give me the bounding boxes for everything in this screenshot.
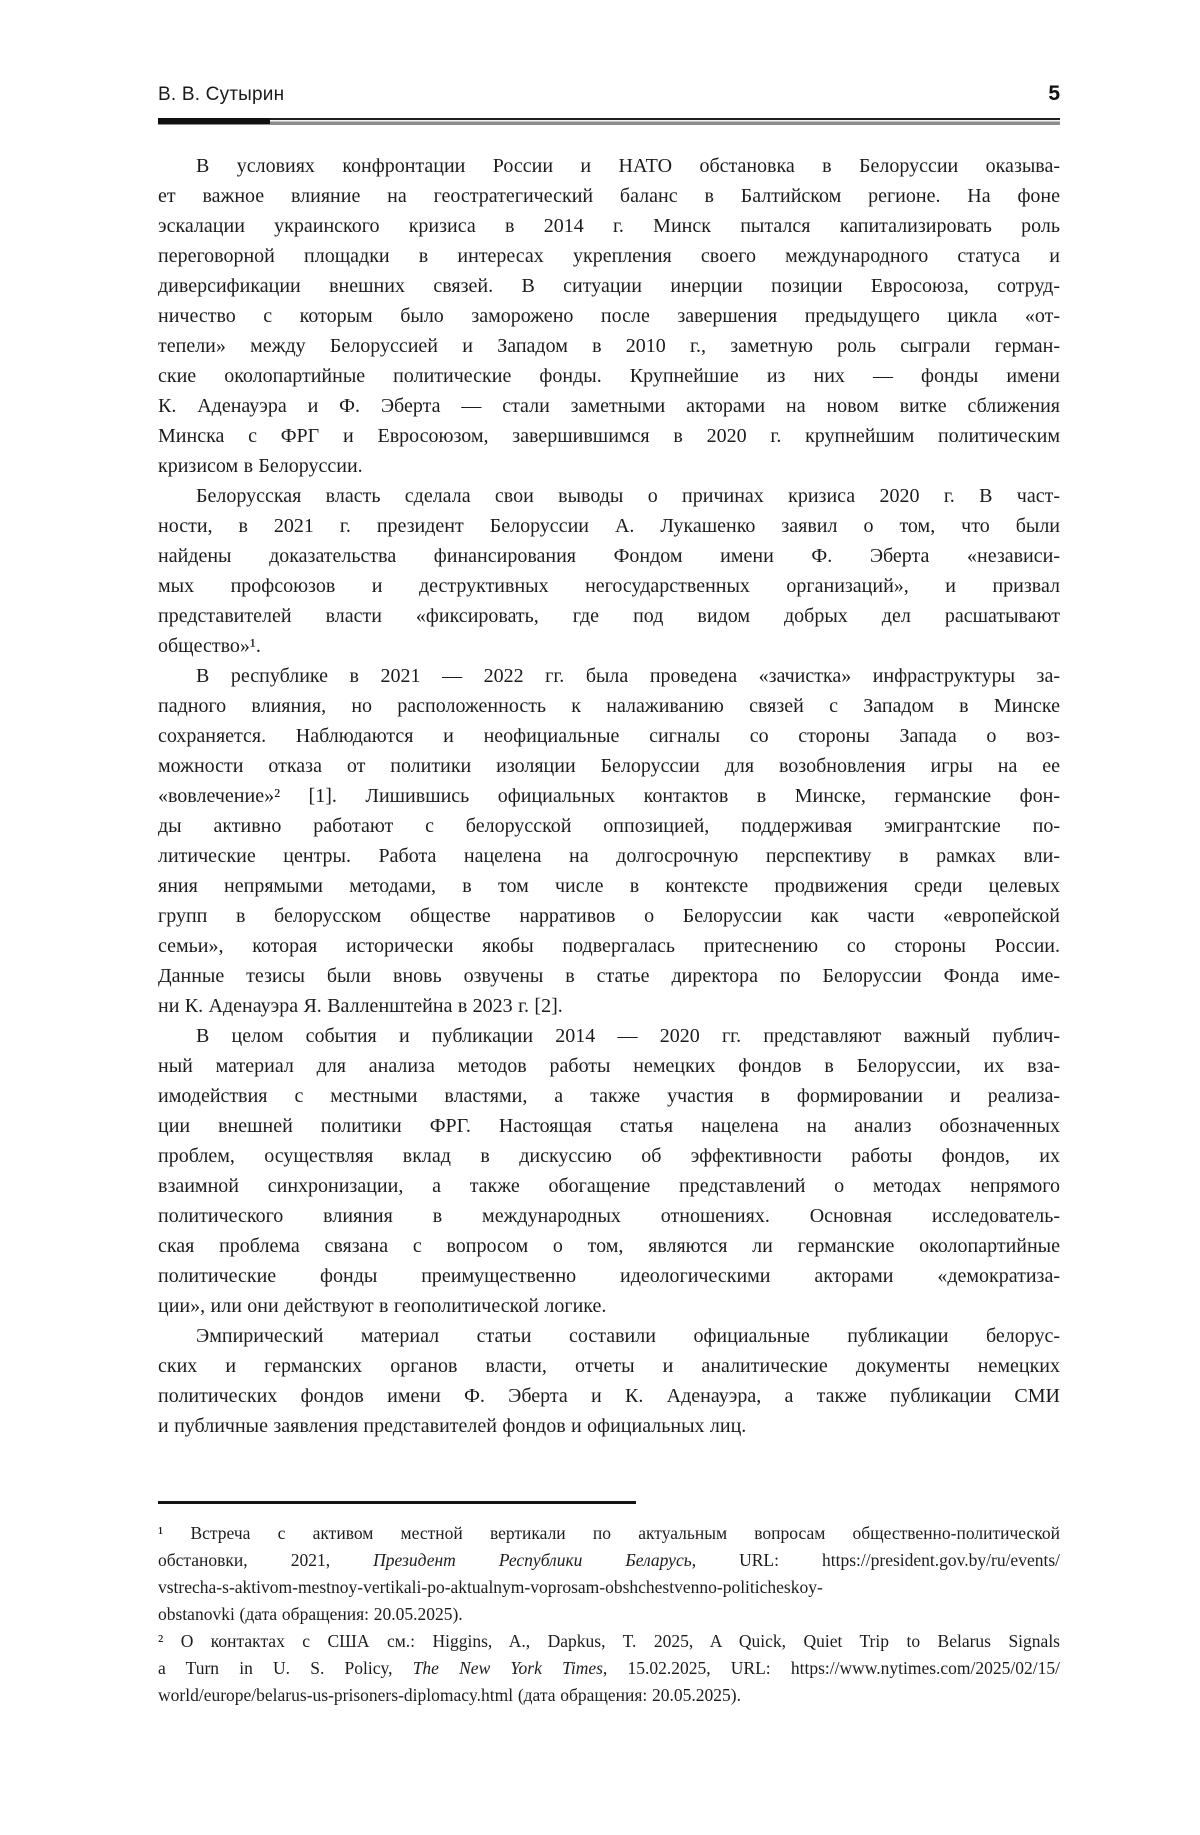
body-line: Белорусская власть сделала свои выводы о причинах кризиса 2020 г. В част- [196,485,1060,507]
body-line: найдены доказательства финансирования Фондом имени Ф. Эберта «независи- [158,545,1060,567]
footnote-text: , URL: https://president.gov.by/ru/events/ [691,1550,1060,1570]
body-line: литические центры. Работа нацелена на долгосрочную перспективу в рамках вли- [158,845,1060,867]
footnote-line [158,1682,1060,1709]
footnote-text: world/europe/belarus-us-prisoners-diplomacy.html (дата обращения: 20.05.2025). [158,1685,741,1705]
body-line: яния непрямыми методами, в том числе в контексте продвижения среди целевых [158,875,1060,897]
body-line: В условиях конфронтации России и НАТО обстановка в Белоруссии оказыва- [196,155,1060,177]
body-line: ды активно работают с белорусской оппозицией, поддерживая эмигрантские по- [158,815,1060,837]
body-line: ская проблема связана с вопросом о том, являются ли германские околопартийные [158,1235,1060,1257]
footnote-line [158,1547,1060,1574]
body-line: диверсификации внешних связей. В ситуации инерции позиции Евросоюза, сотруд- [158,275,1060,297]
body-line: взаимной синхронизации, а также обогащение представлений о методах непрямого [158,1175,1060,1197]
body-line: ские околопартийные политические фонды. Крупнейшие из них — фонды имени [158,365,1060,387]
body-line: эскалации украинского кризиса в 2014 г. Минск пытался капитализировать роль [158,215,1060,237]
body-line: ный материал для анализа методов работы немецких фондов в Белоруссии, их вза- [158,1055,1060,1077]
body-line: Минска с ФРГ и Евросоюзом, завершившимся в 2020 г. крупнейшим политическим [158,425,1060,447]
footnote-text: ² О контактах с США см.: Higgins, A., Dapkus, T. 2025, A Quick, Quiet Trip to Belarus Signals [158,1631,1060,1651]
body-line: переговорной площадки в интересах укрепления своего международного статуса и [158,245,1060,267]
footnote-text: , 15.02.2025, URL: https://www.nytimes.com/2025/02/15/ [602,1658,1060,1678]
footnote-text: обстановки, 2021, [158,1550,374,1570]
body-line: мых профсоюзов и деструктивных негосударственных организаций», и призвал [158,575,1060,597]
body-line: Данные тезисы были вновь озвучены в статье директора по Белоруссии Фонда име- [158,965,1060,987]
body-line: проблем, осуществляя вклад в дискуссию об эффективности работы фондов, их [158,1145,1060,1167]
header-rule [158,118,1060,125]
article-body [158,151,1060,1441]
body-line: ни К. Аденауэра Я. Валленштейна в 2023 г. [2]. [158,995,563,1017]
body-line: сохраняется. Наблюдаются и неофициальные сигналы со стороны Запада о воз- [158,725,1060,747]
footnote-line [158,1628,1060,1655]
body-line: ции», или они действуют в геополитической логике. [158,1295,607,1317]
body-line: имодействия с местными властями, а также участия в формировании и реализа- [158,1085,1060,1107]
footnote-italic-text: Президент Республики Беларусь [373,1550,692,1570]
footnote-text: obstanovki (дата обращения: 20.05.2025). [158,1604,463,1624]
body-line: групп в белорусском обществе нарративов о Белоруссии как части «европейской [158,905,1060,927]
body-line: и публичные заявления представителей фондов и официальных лиц. [158,1415,747,1437]
body-line: семьи», которая исторически якобы подвергалась притеснению со стороны России. [158,935,1060,957]
footnote-text: vstrecha-s-aktivom-mestnoy-vertikali-po-aktualnym-voprosam-obshchestvenno-politicheskoy- [158,1577,823,1597]
body-line: ции внешней политики ФРГ. Настоящая статья нацелена на анализ обозначенных [158,1115,1060,1137]
page-number: 5 [1048,82,1060,105]
body-line: В республике в 2021 — 2022 гг. была проведена «зачистка» инфраструктуры за- [196,665,1060,687]
body-line: общество»¹. [158,635,261,657]
body-line: Эмпирический материал статьи составили официальные публикации белорус- [196,1325,1060,1347]
body-line: кризисом в Белоруссии. [158,455,363,477]
body-line: политического влияния в международных отношениях. Основная исследователь- [158,1205,1060,1227]
running-header [158,82,1060,106]
footnote-text: ¹ Встреча с активом местной вертикали по актуальным вопросам общественно-политической [158,1523,1060,1543]
body-line: тепели» между Белоруссией и Западом в 2010 г., заметную роль сыграли герман- [158,335,1060,357]
body-line: ских и германских органов власти, отчеты и аналитические документы немецких [158,1355,1060,1377]
body-line: можности отказа от политики изоляции Белоруссии для возобновления игры на ее [158,755,1060,777]
body-line: политических фондов имени Ф. Эберта и К. Аденауэра, а также публикации СМИ [158,1385,1060,1407]
body-line: ет важное влияние на геостратегический баланс в Балтийском регионе. На фоне [158,185,1060,207]
body-line: «вовлечение»² [1]. Лишившись официальных контактов в Минске, германские фон- [158,785,1060,807]
body-line: В целом события и публикации 2014 — 2020 гг. представляют важный публич- [196,1025,1060,1047]
footnote-italic-text: The New York Times [412,1658,603,1678]
body-line: ничество с которым было заморожено после завершения предыдущего цикла «от- [158,305,1060,327]
header-rule-thick-segment [158,118,270,124]
author-name: В. В. Сутырин [158,84,285,105]
footnote-text: a Turn in U. S. Policy, [158,1658,413,1678]
footnote-line [158,1601,1060,1628]
footnote-line [158,1655,1060,1682]
footnote-separator [158,1501,636,1504]
body-line: ности, в 2021 г. президент Белоруссии А. Лукашенко заявил о том, что были [158,515,1060,537]
footnote-line [158,1574,1060,1601]
footnotes [158,1520,1060,1709]
body-line: представителей власти «фиксировать, где под видом добрых дел расшатывают [158,605,1060,627]
body-line: К. Аденауэра и Ф. Эберта — стали заметными акторами на новом витке сближения [158,395,1060,417]
body-line: политические фонды преимущественно идеологическими акторами «демократиза- [158,1265,1060,1287]
footnote-line [158,1520,1060,1547]
body-line: падного влияния, но расположенность к налаживанию связей с Западом в Минске [158,695,1060,717]
